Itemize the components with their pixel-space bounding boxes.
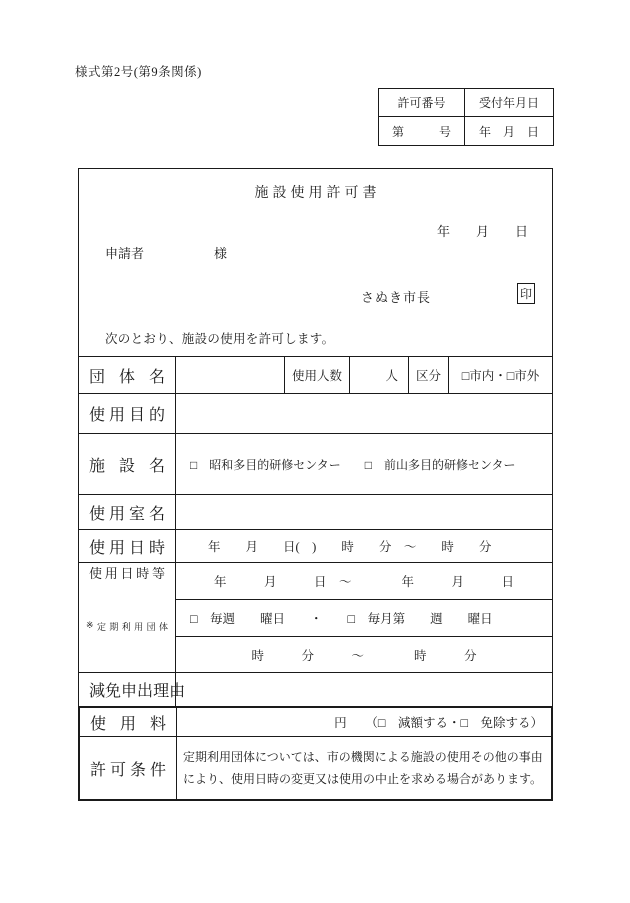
permit-number-blank: 第 号 [379,117,465,145]
permit-table-header-row [379,89,553,116]
issue-date-blank: 年 月 日 [436,224,528,239]
received-date-header: 受付年月日 [478,96,539,110]
facility-label: 施 設 名 [89,457,165,475]
facility-checkboxes: □ 昭和多目的研修センター □ 前山多目的研修センター [190,457,516,472]
form-id-label: 様式第2号(第9条関係) [75,65,202,79]
group-name-label: 団 体 名 [89,368,165,386]
purpose-label: 使 用 目 的 [89,407,165,424]
row-group-name [79,356,552,393]
row-facility [79,433,552,494]
category-checkboxes: □市内・□市外 [448,357,552,393]
row-conditions [80,736,551,799]
use-datetime-blank: 年 月 日( ) 時 分 ～ 時 分 [208,540,492,554]
permit-number-header: 許可番号 [379,89,465,116]
people-count-label: 使用人数 [284,357,349,393]
row-fee [80,708,551,736]
conditions-line1: 定期利用団体については、市の機関による施設の使用その他の事由 [183,749,543,764]
purpose-value [176,394,552,433]
row-room-name [79,494,552,529]
room-name-value [176,495,552,529]
schedule-period-blank: 年 月 日 ～ 年 月 日 [213,575,514,589]
conditions-label: 許 可 条 件 [90,761,166,779]
room-name-label: 使 用 室 名 [89,505,165,523]
applicant-honorific: 様 [214,246,228,261]
schedule-note: ※ 定 期 利 用 団 体 [86,620,168,632]
intro-sentence: 次のとおり、施設の使用を許可します。 [105,332,335,346]
issuer-name: さぬき市長 [361,290,432,305]
permit-document-box [78,168,553,801]
document-header [79,169,552,356]
fee-conditions-section [78,706,553,801]
exemption-reason-value [176,673,552,706]
seal-mark: 印 [517,283,535,304]
conditions-line2: により、使用日時の変更又は使用の中止を求める場合があります。 [183,772,543,786]
permit-number-table [378,88,554,146]
row-use-datetime [79,529,552,562]
received-date-blank: 年 月 日 [478,124,539,139]
row-exemption-reason [79,672,552,706]
schedule-label: 使 用 日 時 等 [89,566,165,581]
permit-table-value-row [379,116,553,145]
schedule-weekday-checkboxes: □ 毎週 曜日 ・ □ 毎月第 週 曜日 [176,599,552,636]
exemption-reason-label: 減 免 申 出 理 由 [89,683,186,700]
permit-detail-table [79,356,552,801]
schedule-time-blank: 時 分 ～ 時 分 [176,636,552,672]
row-schedule [79,562,552,672]
conditions-text [177,737,551,799]
fee-blank: 円 （□ 減額する・□ 免除する） [334,716,543,730]
applicant-line [105,243,227,262]
applicant-label: 申請者 [105,246,145,261]
people-count-unit: 人 [349,357,408,393]
row-purpose [79,393,552,433]
document-title: 施設使用許可書 [254,186,381,201]
use-datetime-label: 使 用 日 時 [89,539,165,557]
group-name-value [176,357,284,393]
category-label: 区分 [408,357,448,393]
fee-label: 使 用 料 [90,715,166,733]
